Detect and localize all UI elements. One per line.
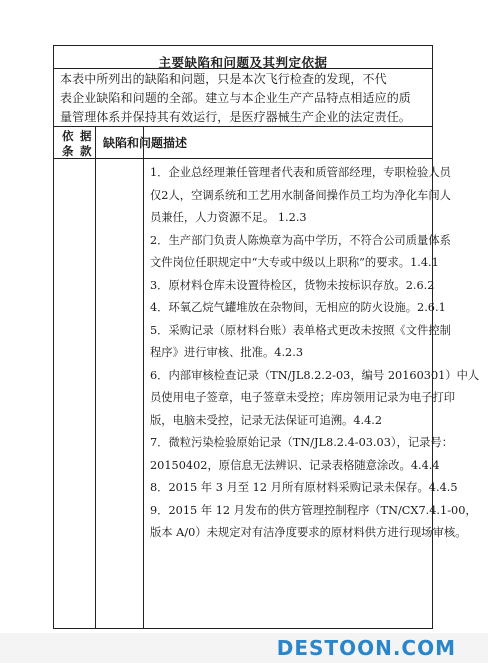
defect-line: 4．环氧乙烷气罐堆放在杂物间，无相应的防火设施。2.6.1 [150, 301, 446, 314]
defect-line: 5．采购记录（原材料台账）表单格式更改未按照《文件控制 [150, 323, 451, 337]
defect-line: 3．原材料仓库未设置待检区，货物未按标识存放。2.6.2 [150, 278, 435, 292]
defect-line: 7．微粒污染检验原始记录（TN/JL8.2.4-03.03），记录号： [150, 436, 454, 449]
watermark-logo [0, 633, 488, 663]
intro-divider [54, 126, 432, 127]
watermark-text: DESTOON.COM [276, 636, 456, 660]
basis-column-header [54, 126, 95, 160]
intro-paragraph [60, 70, 426, 127]
defect-line: 仅2人，空调系统和工艺用水制备间操作员工均为净化车间人 [150, 188, 451, 202]
description-column-header: 缺陷和问题描述 [103, 136, 188, 150]
defect-line: 2．生产部门负责人陈焕章为高中学历，不符合公司质量体系 [150, 233, 451, 247]
column-divider [95, 126, 96, 628]
intro-line: 量管理体系并保持其有效运行，是医疗器械生产企业的法定责任。 [60, 110, 411, 124]
defect-line: 员使用电子签章，电子签章未受控；库房领用记录为电子打印 [150, 391, 456, 404]
intro-line: 本表中所列出的缺陷和问题，只是本次飞行检查的发现，不代 [60, 72, 387, 86]
defect-line: 程序》进行审核、批准。4.2.3 [150, 346, 304, 359]
defect-line: 6．内部审核检查记录（TN/JL8.2.2-03，编号 20160301）中人 [150, 368, 480, 382]
basis-header-char: 款 [80, 144, 92, 158]
defect-line: 员兼任，人力资源不足。 1.2.3 [150, 211, 307, 224]
column-divider [143, 126, 144, 628]
defect-line: 版，电脑未受控，记录无法保证可追溯。4.4.2 [150, 413, 383, 427]
form-title: 主要缺陷和问题及其判定依据 [158, 55, 328, 70]
defect-line: 文件岗位任职规定中“大专或中级以上职称”的要求。1.4.1 [150, 256, 439, 269]
basis-header-char: 据 [80, 129, 92, 143]
defect-line: 20150402，原信息无法辨识、记录表格随意涂改。4.4.4 [150, 458, 440, 472]
inspection-form [53, 45, 480, 629]
defect-line: 9．2015 年 12 月发布的供方管理控制程序（TN/CX7.4.1-00， [150, 503, 477, 517]
header-divider [54, 158, 432, 159]
defect-line: 1．企业总经理兼任管理者代表和质管部经理，专职检验人员 [150, 166, 451, 179]
title-divider [54, 68, 432, 69]
basis-header-char: 条 [62, 144, 74, 158]
intro-line: 表企业缺陷和问题的全部。建立与本企业生产产品特点相适应的质 [60, 91, 411, 105]
defect-line: 8．2015 年 3 月至 12 月所有原材料采购记录未保存。4.4.5 [150, 481, 458, 494]
defect-list [150, 162, 480, 545]
basis-header-char: 依 [62, 129, 74, 143]
defect-line: 版本 A/0）未规定对有洁净度要求的原材料供方进行现场审核。 [150, 526, 467, 539]
